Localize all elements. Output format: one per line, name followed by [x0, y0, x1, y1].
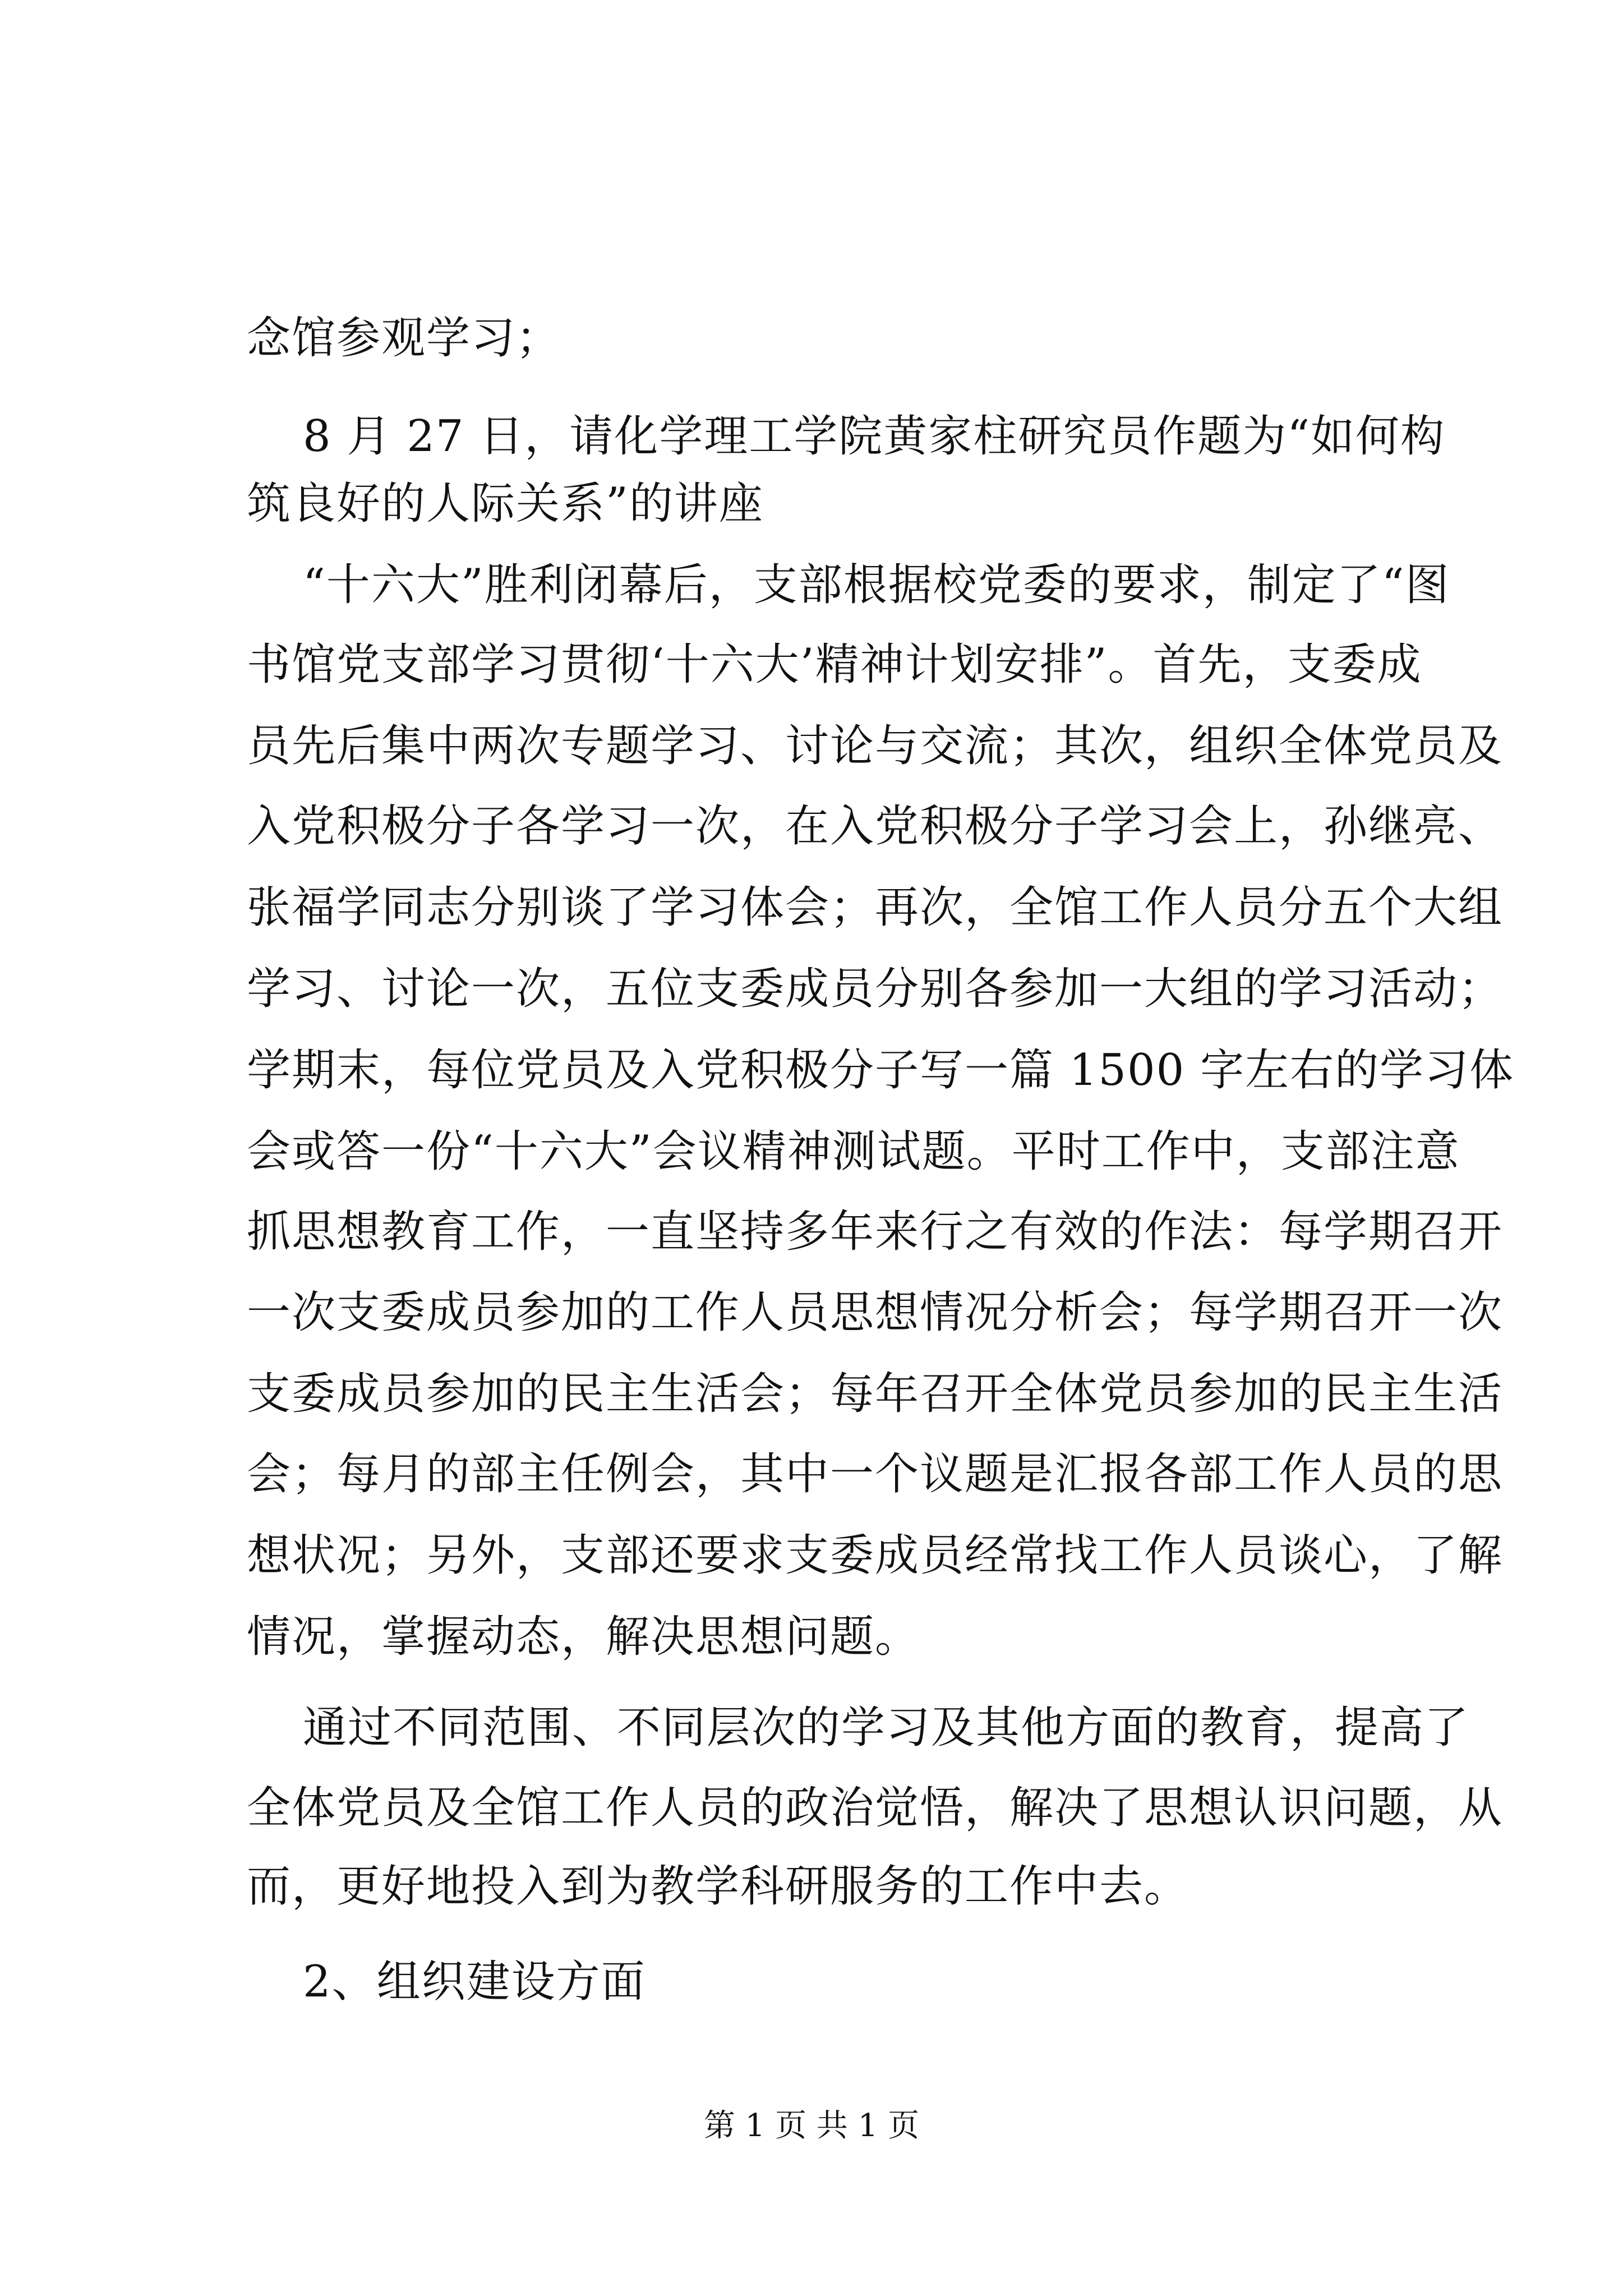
- text-line: 念馆参观学习；: [247, 313, 561, 364]
- text-line: 员先后集中两次专题学习、讨论与交流；其次，组织全体党员及: [247, 721, 1504, 771]
- text-line: 会或答一份“十六大”会议精神测试题。平时工作中，支部注意: [247, 1126, 1460, 1177]
- text-line: 支委成员参加的民主生活会；每年召开全体党员参加的民主生活: [247, 1369, 1504, 1419]
- text-line: 入党积极分子各学习一次，在入党积极分子学习会上，孙继亮、: [247, 801, 1504, 852]
- page-footer: 第 1 页 共 1 页: [703, 2108, 920, 2144]
- text-line: 8 月 27 日，请化学理工学院黄家柱研究员作题为“如何构: [303, 411, 1446, 462]
- text-line: 学期末，每位党员及入党积极分子写一篇 1500 字左右的学习体: [247, 1045, 1515, 1096]
- text-line: “十六大”胜利闭幕后，支部根据校党委的要求，制定了“图: [303, 560, 1450, 610]
- text-line: 书馆党支部学习贯彻‘十六大’精神计划安排”。首先，支委成: [247, 639, 1422, 690]
- text-line: 张福学同志分别谈了学习体会；再次，全馆工作人员分五个大组: [247, 882, 1504, 933]
- section-heading: 2、组织建设方面: [303, 1957, 646, 2007]
- text-line: 一次支委成员参加的工作人员思想情况分析会；每学期召开一次: [247, 1287, 1504, 1338]
- text-line: 抓思想教育工作，一直坚持多年来行之有效的作法：每学期召开: [247, 1207, 1504, 1257]
- text-line: 筑良好的人际关系”的讲座: [247, 478, 764, 529]
- text-line: 情况，掌握动态，解决思想问题。: [247, 1612, 920, 1662]
- text-line: 全体党员及全馆工作人员的政治觉悟，解决了思想认识问题，从: [247, 1783, 1504, 1833]
- text-line: 而，更好地投入到为教学科研服务的工作中去。: [247, 1861, 1189, 1912]
- text-line: 学习、讨论一次，五位支委成员分别各参加一大组的学习活动；: [247, 964, 1504, 1014]
- text-line: 想状况；另外，支部还要求支委成员经常找工作人员谈心，了解: [247, 1530, 1504, 1581]
- text-line: 通过不同范围、不同层次的学习及其他方面的教育，提高了: [303, 1703, 1470, 1753]
- text-line: 会；每月的部主任例会，其中一个议题是汇报各部工作人员的思: [247, 1449, 1504, 1499]
